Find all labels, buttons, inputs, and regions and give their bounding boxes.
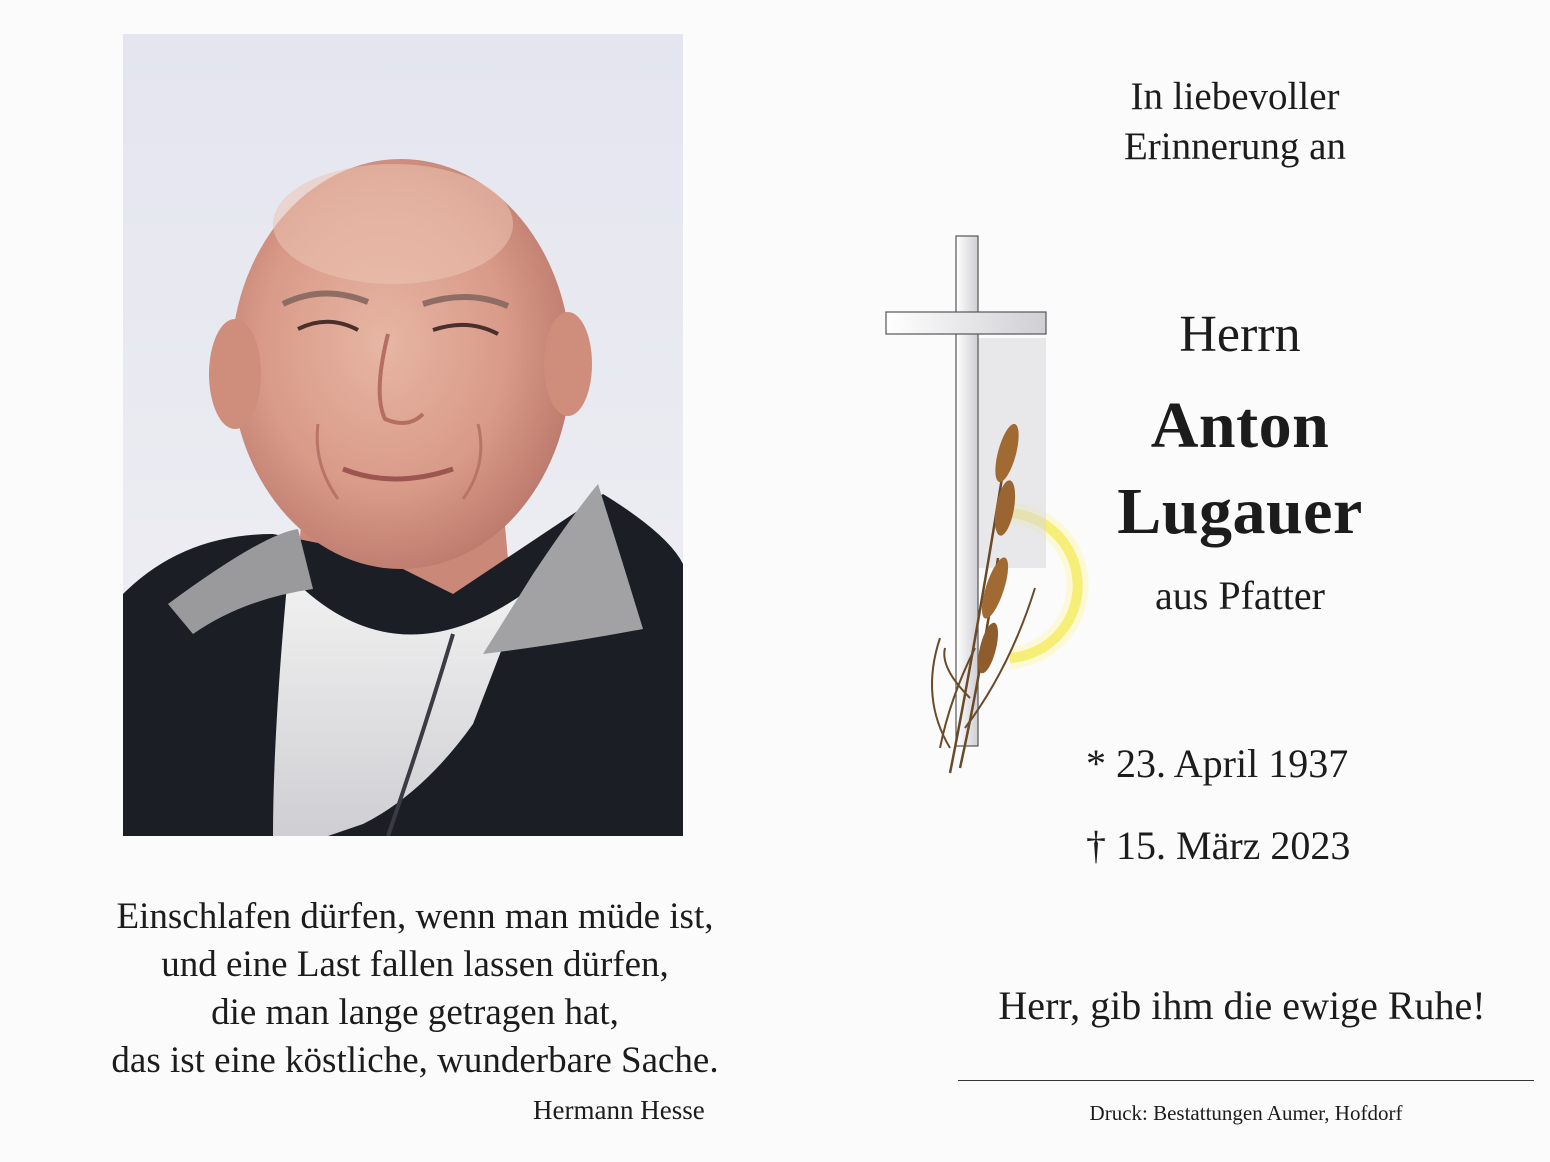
portrait-illustration: [123, 34, 683, 836]
intro-line: In liebevoller: [1130, 75, 1340, 118]
poem-line: und eine Last fallen lassen dürfen,: [161, 944, 669, 985]
poem-line: die man lange getragen hat,: [211, 992, 619, 1033]
first-name: Anton: [1150, 389, 1330, 462]
last-name: Lugauer: [1117, 475, 1363, 548]
intro-heading: [1060, 72, 1410, 172]
cross-with-wheat-and-sun-icon: [880, 228, 1100, 788]
salutation: Herrn: [1179, 306, 1301, 363]
intro-line: Erinnerung an: [1123, 125, 1346, 168]
poem: [20, 893, 810, 1085]
poem-line: Einschlafen dürfen, wenn man müde ist,: [116, 896, 714, 937]
death-date: † 15. März 2023: [1086, 823, 1351, 868]
printer-credit: Druck: Bestattungen Aumer, Hofdorf: [1089, 1101, 1403, 1125]
birth-date: * 23. April 1937: [1086, 741, 1349, 786]
portrait-photo: [123, 34, 683, 836]
divider: [958, 1080, 1534, 1081]
prayer: Herr, gib ihm die ewige Ruhe!: [998, 983, 1486, 1028]
origin: aus Pfatter: [1155, 573, 1325, 618]
poem-author: Hermann Hesse: [533, 1095, 705, 1125]
poem-line: das ist eine köstliche, wunderbare Sache.: [111, 1040, 719, 1081]
